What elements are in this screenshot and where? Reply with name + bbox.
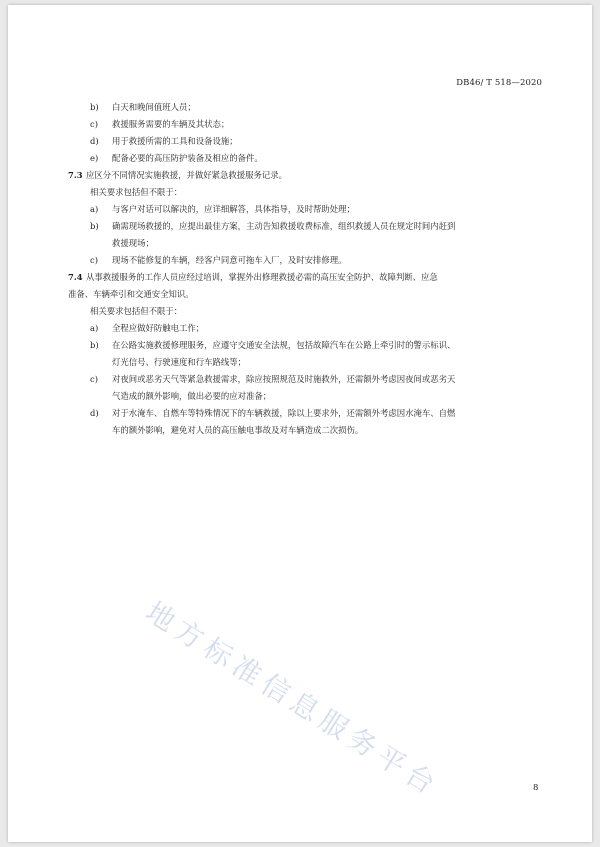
list-text: 用于救援所需的工具和设备设施； [112, 136, 238, 146]
list-marker: c) [90, 374, 98, 384]
clause-intro: 相关要求包括但不限于： [90, 306, 183, 316]
list-marker: a) [90, 323, 99, 333]
clause-text-continuation: 准备、车辆牵引和交通安全知识。 [68, 289, 194, 299]
list-text: 对于水淹车、自燃车等特殊情况下的车辆救援，除以上要求外，还需额外考虑因水淹车、自燃 [112, 408, 456, 418]
clause-7-3 [68, 169, 287, 181]
list-item [90, 373, 455, 385]
list-item [90, 101, 196, 113]
list-text: 现场不能修复的车辆，经客户同意可拖车入厂，及时安排修理。 [112, 255, 347, 265]
list-text-continuation: 车的额外影响，避免对人员的高压触电事故及对车辆造成二次损伤。 [112, 425, 364, 435]
document-page [8, 5, 592, 842]
list-item [90, 322, 204, 334]
list-text-continuation: 救援现场； [112, 238, 154, 248]
list-text: 在公路实施救援修理服务，应遵守交通安全法规，包括故障汽车在公路上牵引时的警示标识、 [112, 340, 456, 350]
page-number: 8 [533, 783, 539, 793]
list-item [90, 220, 455, 232]
list-text: 配备必要的高压防护装备及相应的备件。 [112, 153, 263, 163]
clause-number: 7.4 [68, 272, 83, 282]
list-marker: b) [90, 102, 99, 112]
list-text: 确需现场救援的，应提出最佳方案，主动告知救援收费标准，组织救援人员在规定时间内赶到 [112, 221, 456, 231]
list-text: 救援服务需要的车辆及其状态； [112, 119, 230, 129]
list-item [90, 339, 455, 351]
list-marker: d) [90, 136, 99, 146]
list-text: 全程应做好防触电工作； [112, 323, 205, 333]
clause-intro: 相关要求包括但不限于： [90, 187, 183, 197]
list-text: 与客户对话可以解决的，应详细解答，具体指导，及时帮助处理； [112, 204, 355, 214]
list-item [90, 254, 347, 266]
list-text-continuation: 气造成的额外影响，做出必要的应对准备； [112, 391, 272, 401]
list-marker: b) [90, 340, 99, 350]
list-text-continuation: 灯光信号、行驶速度和行车路线等； [112, 357, 246, 367]
list-marker: e) [90, 153, 99, 163]
watermark: 地方标准信息服务平台 [139, 595, 446, 804]
clause-text: 从事救援服务的工作人员应经过培训，掌握外出修理救援必需的高压安全防护、故障判断、应急 [86, 272, 438, 282]
list-marker: c) [90, 119, 98, 129]
list-item [90, 407, 455, 419]
clause-text: 应区分不同情况实施救援，并做好紧急救援服务记录。 [86, 170, 287, 180]
clause-number: 7.3 [68, 170, 83, 180]
list-marker: b) [90, 221, 99, 231]
list-item [90, 135, 238, 147]
list-text: 白天和晚间值班人员； [112, 102, 196, 112]
list-item [90, 152, 263, 164]
document-code: DB46/ T 518—2020 [456, 78, 542, 88]
list-item [90, 118, 229, 130]
list-marker: c) [90, 255, 98, 265]
list-item [90, 203, 355, 215]
clause-7-4 [68, 271, 438, 283]
list-marker: d) [90, 408, 99, 418]
list-text: 对夜间或恶劣天气等紧急救援需求，除应按照规范及时施救外，还需额外考虑因夜间或恶劣天 [112, 374, 456, 384]
list-marker: a) [90, 204, 99, 214]
